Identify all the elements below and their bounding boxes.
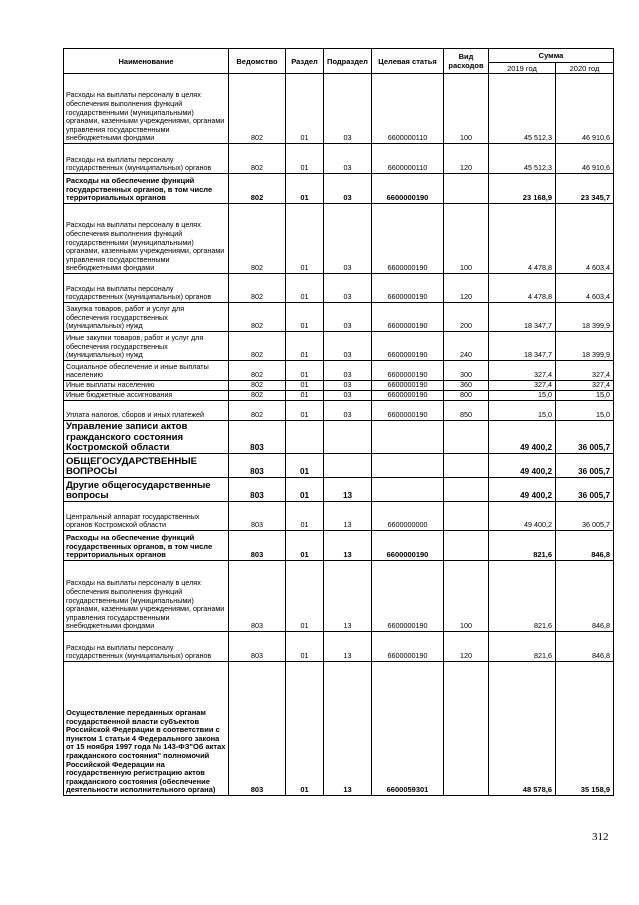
row-sum-2019: 23 168,9 bbox=[489, 174, 556, 204]
row-sum-2019: 45 512,3 bbox=[489, 144, 556, 174]
row-dept: 802 bbox=[229, 144, 286, 174]
row-sum-2020: 15,0 bbox=[556, 391, 614, 401]
row-subsection: 03 bbox=[324, 303, 372, 332]
row-subsection: 03 bbox=[324, 144, 372, 174]
table-row bbox=[64, 421, 614, 454]
row-section: 01 bbox=[286, 531, 324, 561]
row-sum-2019: 49 400,2 bbox=[489, 454, 556, 478]
row-name: Уплата налогов, сборов и иных платежей bbox=[64, 401, 229, 421]
row-dept: 802 bbox=[229, 204, 286, 274]
row-sum-2019: 49 400,2 bbox=[489, 502, 556, 531]
row-dept: 802 bbox=[229, 74, 286, 144]
table-row bbox=[64, 454, 614, 478]
table-row bbox=[64, 204, 614, 274]
table-row bbox=[64, 144, 614, 174]
row-target: 6600000110 bbox=[372, 74, 444, 144]
row-sum-2020: 23 345,7 bbox=[556, 174, 614, 204]
row-dept: 803 bbox=[229, 454, 286, 478]
row-subsection: 03 bbox=[324, 174, 372, 204]
table-row bbox=[64, 531, 614, 561]
row-subsection: 13 bbox=[324, 632, 372, 662]
row-exptype bbox=[444, 454, 489, 478]
row-exptype: 800 bbox=[444, 391, 489, 401]
row-exptype: 240 bbox=[444, 332, 489, 361]
row-dept: 802 bbox=[229, 332, 286, 361]
row-name: Иные бюджетные ассигнования bbox=[64, 391, 229, 401]
row-sum-2020: 4 603,4 bbox=[556, 204, 614, 274]
table-row bbox=[64, 381, 614, 391]
table-body bbox=[64, 74, 614, 796]
row-target: 6600000190 bbox=[372, 204, 444, 274]
row-name: ОБЩЕГОСУДАРСТВЕННЫЕ ВОПРОСЫ bbox=[64, 454, 229, 478]
header-sum: Сумма bbox=[489, 49, 614, 63]
row-exptype: 120 bbox=[444, 632, 489, 662]
row-target: 6600000190 bbox=[372, 401, 444, 421]
row-dept: 802 bbox=[229, 274, 286, 303]
row-subsection: 03 bbox=[324, 401, 372, 421]
row-sum-2019: 18 347,7 bbox=[489, 303, 556, 332]
table-row bbox=[64, 401, 614, 421]
row-sum-2019: 49 400,2 bbox=[489, 421, 556, 454]
row-target: 6600000190 bbox=[372, 531, 444, 561]
row-exptype: 100 bbox=[444, 204, 489, 274]
row-sum-2019: 821,6 bbox=[489, 561, 556, 632]
row-dept: 803 bbox=[229, 502, 286, 531]
header-subsection: Подраздел bbox=[324, 49, 372, 74]
row-target: 6600000190 bbox=[372, 381, 444, 391]
row-subsection: 03 bbox=[324, 332, 372, 361]
row-section: 01 bbox=[286, 391, 324, 401]
row-section: 01 bbox=[286, 303, 324, 332]
page-number: 312 bbox=[592, 831, 609, 843]
row-exptype: 120 bbox=[444, 274, 489, 303]
row-target: 6600000190 bbox=[372, 174, 444, 204]
row-exptype: 100 bbox=[444, 561, 489, 632]
row-exptype: 850 bbox=[444, 401, 489, 421]
row-subsection: 13 bbox=[324, 662, 372, 796]
row-name: Расходы на выплаты персоналу в целях обеспечения выполнения функций государственными (муниципальными) органами, казенными учреждениями, органами управления государственными внебюджетными фондами bbox=[64, 74, 229, 144]
row-subsection: 03 bbox=[324, 204, 372, 274]
row-section: 01 bbox=[286, 381, 324, 391]
row-section: 01 bbox=[286, 332, 324, 361]
row-name: Управление записи актов гражданского состояния Костромской области bbox=[64, 421, 229, 454]
row-sum-2019: 45 512,3 bbox=[489, 74, 556, 144]
row-subsection: 03 bbox=[324, 361, 372, 381]
row-exptype bbox=[444, 421, 489, 454]
row-dept: 803 bbox=[229, 421, 286, 454]
row-dept: 803 bbox=[229, 662, 286, 796]
budget-table bbox=[63, 48, 614, 796]
row-section bbox=[286, 421, 324, 454]
row-target: 6600000190 bbox=[372, 361, 444, 381]
row-sum-2019: 327,4 bbox=[489, 381, 556, 391]
row-section: 01 bbox=[286, 401, 324, 421]
row-name: Центральный аппарат государственных органов Костромской области bbox=[64, 502, 229, 531]
row-name: Расходы на выплаты персоналу в целях обеспечения выполнения функций государственными (муниципальными) органами, казенными учреждениями, органами управления государственными внебюджетными фондами bbox=[64, 561, 229, 632]
table-row bbox=[64, 361, 614, 381]
row-section: 01 bbox=[286, 174, 324, 204]
row-sum-2019: 15,0 bbox=[489, 401, 556, 421]
row-exptype bbox=[444, 531, 489, 561]
table-row bbox=[64, 662, 614, 796]
row-name: Расходы на обеспечение функций государственных органов, в том числе территориальных органов bbox=[64, 531, 229, 561]
row-sum-2020: 18 399,9 bbox=[556, 303, 614, 332]
row-sum-2020: 36 005,7 bbox=[556, 421, 614, 454]
row-exptype bbox=[444, 502, 489, 531]
row-sum-2019: 4 478,8 bbox=[489, 274, 556, 303]
table-row bbox=[64, 74, 614, 144]
row-exptype bbox=[444, 478, 489, 502]
row-section: 01 bbox=[286, 561, 324, 632]
row-section: 01 bbox=[286, 454, 324, 478]
row-sum-2020: 4 603,4 bbox=[556, 274, 614, 303]
row-sum-2020: 46 910,6 bbox=[556, 144, 614, 174]
row-sum-2019: 327,4 bbox=[489, 361, 556, 381]
header-2019: 2019 год bbox=[489, 63, 556, 74]
row-name: Социальное обеспечение и иные выплаты населению bbox=[64, 361, 229, 381]
row-subsection: 03 bbox=[324, 391, 372, 401]
row-subsection: 03 bbox=[324, 74, 372, 144]
row-sum-2020: 18 399,9 bbox=[556, 332, 614, 361]
header-name: Наименование bbox=[64, 49, 229, 74]
row-subsection: 13 bbox=[324, 478, 372, 502]
row-subsection bbox=[324, 454, 372, 478]
row-subsection: 13 bbox=[324, 561, 372, 632]
row-dept: 802 bbox=[229, 401, 286, 421]
row-target bbox=[372, 421, 444, 454]
row-target bbox=[372, 454, 444, 478]
row-exptype bbox=[444, 174, 489, 204]
row-target: 6600000000 bbox=[372, 502, 444, 531]
row-sum-2019: 48 578,6 bbox=[489, 662, 556, 796]
row-exptype: 200 bbox=[444, 303, 489, 332]
row-section: 01 bbox=[286, 74, 324, 144]
table-row bbox=[64, 274, 614, 303]
row-dept: 803 bbox=[229, 531, 286, 561]
row-subsection bbox=[324, 421, 372, 454]
row-target: 6600000190 bbox=[372, 632, 444, 662]
row-sum-2020: 36 005,7 bbox=[556, 502, 614, 531]
row-target: 6600000190 bbox=[372, 303, 444, 332]
row-sum-2020: 15,0 bbox=[556, 401, 614, 421]
row-sum-2020: 35 158,9 bbox=[556, 662, 614, 796]
row-sum-2020: 846,8 bbox=[556, 632, 614, 662]
table-row bbox=[64, 502, 614, 531]
row-name: Иные закупки товаров, работ и услуг для обеспечения государственных (муниципальных) нужд bbox=[64, 332, 229, 361]
header-exptype: Вид расходов bbox=[444, 49, 489, 74]
row-name: Осуществление переданных органам государственной власти субъектов Российской Федерации в соответствии с пунктом 1 статьи 4 Федерального закона от 15 ноября 1997 года № 143-ФЗ"Об актах гражданского состояния" полномочий Российской Федерации на государственную регистрацию актов гражданского состояния (обеспечение деятельности исполнительного органа) bbox=[64, 662, 229, 796]
row-dept: 802 bbox=[229, 381, 286, 391]
row-subsection: 03 bbox=[324, 381, 372, 391]
row-sum-2020: 36 005,7 bbox=[556, 454, 614, 478]
row-sum-2019: 821,6 bbox=[489, 632, 556, 662]
row-sum-2019: 18 347,7 bbox=[489, 332, 556, 361]
row-name: Расходы на выплаты персоналу государственных (муниципальных) органов bbox=[64, 274, 229, 303]
table-row bbox=[64, 561, 614, 632]
row-section: 01 bbox=[286, 204, 324, 274]
table-row bbox=[64, 478, 614, 502]
row-sum-2020: 46 910,6 bbox=[556, 74, 614, 144]
row-dept: 803 bbox=[229, 478, 286, 502]
row-exptype: 300 bbox=[444, 361, 489, 381]
header-target: Целевая статья bbox=[372, 49, 444, 74]
header-section: Раздел bbox=[286, 49, 324, 74]
row-dept: 802 bbox=[229, 303, 286, 332]
row-sum-2019: 4 478,8 bbox=[489, 204, 556, 274]
row-target: 6600000190 bbox=[372, 561, 444, 632]
row-section: 01 bbox=[286, 502, 324, 531]
table-row bbox=[64, 174, 614, 204]
row-target: 6600000190 bbox=[372, 391, 444, 401]
row-name: Расходы на выплаты персоналу государственных (муниципальных) органов bbox=[64, 144, 229, 174]
row-name: Иные выплаты населению bbox=[64, 381, 229, 391]
row-section: 01 bbox=[286, 361, 324, 381]
row-sum-2020: 327,4 bbox=[556, 381, 614, 391]
row-exptype: 360 bbox=[444, 381, 489, 391]
row-dept: 803 bbox=[229, 632, 286, 662]
row-sum-2020: 846,8 bbox=[556, 561, 614, 632]
row-dept: 803 bbox=[229, 561, 286, 632]
row-dept: 802 bbox=[229, 174, 286, 204]
row-target: 6600000110 bbox=[372, 144, 444, 174]
row-dept: 802 bbox=[229, 361, 286, 381]
header-2020: 2020 год bbox=[556, 63, 614, 74]
row-section: 01 bbox=[286, 274, 324, 303]
row-exptype bbox=[444, 662, 489, 796]
row-sum-2019: 15,0 bbox=[489, 391, 556, 401]
row-subsection: 13 bbox=[324, 502, 372, 531]
row-sum-2019: 821,6 bbox=[489, 531, 556, 561]
row-target: 6600000190 bbox=[372, 332, 444, 361]
row-target: 6600000190 bbox=[372, 274, 444, 303]
row-target bbox=[372, 478, 444, 502]
row-subsection: 03 bbox=[324, 274, 372, 303]
row-section: 01 bbox=[286, 662, 324, 796]
row-dept: 802 bbox=[229, 391, 286, 401]
row-name: Другие общегосударственные вопросы bbox=[64, 478, 229, 502]
row-sum-2019: 49 400,2 bbox=[489, 478, 556, 502]
row-sum-2020: 846,8 bbox=[556, 531, 614, 561]
row-section: 01 bbox=[286, 144, 324, 174]
row-sum-2020: 36 005,7 bbox=[556, 478, 614, 502]
row-section: 01 bbox=[286, 632, 324, 662]
row-exptype: 120 bbox=[444, 144, 489, 174]
row-name: Закупка товаров, работ и услуг для обеспечения государственных (муниципальных) нужд bbox=[64, 303, 229, 332]
row-exptype: 100 bbox=[444, 74, 489, 144]
row-name: Расходы на обеспечение функций государственных органов, в том числе территориальных органов bbox=[64, 174, 229, 204]
header-dept: Ведомство bbox=[229, 49, 286, 74]
row-name: Расходы на выплаты персоналу в целях обеспечения выполнения функций государственными (муниципальными) органами, казенными учреждениями, органами управления государственными внебюджетными фондами bbox=[64, 204, 229, 274]
table-row bbox=[64, 632, 614, 662]
row-sum-2020: 327,4 bbox=[556, 361, 614, 381]
row-target: 6600059301 bbox=[372, 662, 444, 796]
row-section: 01 bbox=[286, 478, 324, 502]
table-row bbox=[64, 332, 614, 361]
row-name: Расходы на выплаты персоналу государственных (муниципальных) органов bbox=[64, 632, 229, 662]
row-subsection: 13 bbox=[324, 531, 372, 561]
table-row bbox=[64, 391, 614, 401]
table-row bbox=[64, 303, 614, 332]
